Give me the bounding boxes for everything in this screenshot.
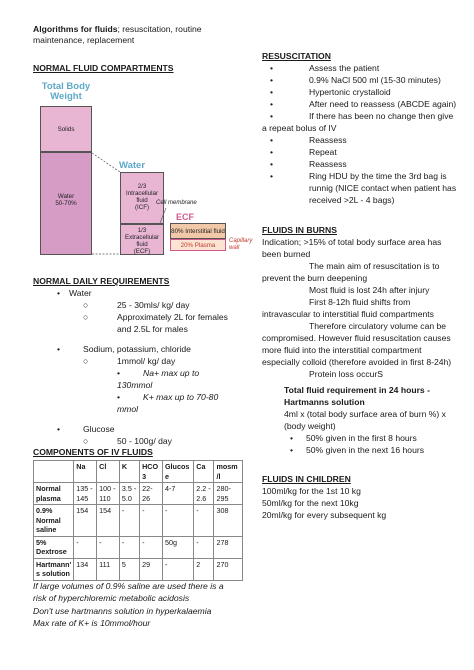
burns-line: intravascular to interstitial fluid compartments (262, 309, 434, 319)
total-formula-1: 4ml x (total body surface area of burn %) x (284, 409, 446, 419)
burns-line: compromised. However fluid resuscitation causes (262, 333, 451, 343)
table-cell: - (140, 505, 163, 537)
title-bold: Algorithms for fluids (33, 24, 118, 34)
icf-label: 2/3 Intracellular fluid (ICF) (126, 183, 158, 212)
resus-list (262, 63, 462, 195)
resus-heading: RESUSCITATION (262, 51, 331, 61)
table-header: Cl (97, 461, 120, 483)
table-row-label: 0.9% Normal saline (34, 505, 74, 537)
table-cell: 154 (97, 505, 120, 537)
table-cell: 308 (214, 505, 243, 537)
burns-line: Most fluid is lost 24h after injury (309, 285, 430, 295)
total-item: • 50% given in the next 16 hours (290, 445, 425, 455)
table-row (34, 483, 243, 505)
table-header-row (34, 461, 243, 483)
water-pct-label: Water 50-70% (55, 193, 77, 208)
total-formula-2: (body weight) (284, 421, 336, 431)
note-line: If large volumes of 0.9% saline are used there is a (33, 581, 224, 591)
table-cell: - (119, 505, 139, 537)
resus-cont: a repeat bolus of IV (262, 123, 337, 133)
table-cell: 2.2 - 2.6 (194, 483, 214, 505)
burns-line: The main aim of resuscitation is to (309, 261, 440, 271)
table-cell: 278 (214, 536, 243, 558)
children-line: 100ml/kg for the 1st 10 kg (262, 486, 361, 496)
table-cell: 29 (140, 558, 163, 580)
burns-line: Therefore circulatory volume can be (309, 321, 447, 331)
table-cell: 4-7 (162, 483, 193, 505)
table-cell: - (162, 505, 193, 537)
table-cell: - (140, 536, 163, 558)
resus-item: • 0.9% NaCl 500 ml (15-30 minutes) (270, 75, 441, 85)
table-header: Ca (194, 461, 214, 483)
note-line: Don't use hartmanns solution in hyperkalaemia (33, 605, 212, 616)
ecf-label: 1/3 Extracellular fluid (ECF) (124, 227, 160, 256)
tbw-title: Total Body Weight (41, 81, 91, 103)
ecf-box (120, 224, 164, 255)
children-heading: FLUIDS IN CHILDREN (262, 474, 351, 484)
burns-line: Indication; >15% of total body surface area has (262, 237, 442, 247)
na-k-item: • Sodium, potassium, chloride (57, 344, 191, 354)
iv-notes (33, 580, 248, 630)
resus-item: • If there has been no change then give (270, 111, 454, 121)
total-item: • 50% given in the first 8 hours (290, 433, 417, 443)
glucose-sub-1: ○ 50 - 100g/ day (83, 436, 172, 446)
na-max-item: • Na+ max up to (117, 368, 200, 378)
table-cell: 154 (74, 505, 97, 537)
title-rest: ; resuscitation, routine (117, 24, 202, 34)
table-cell: - (194, 536, 214, 558)
solids-label: Solids (57, 126, 75, 133)
resus-cont: runnig (NICE contact when patient has (309, 183, 457, 193)
table-cell: 5 (119, 558, 139, 580)
table-cell: 135 - 145 (74, 483, 97, 505)
total-title-1: Total fluid requirement in 24 hours - (284, 385, 430, 395)
burns-line: been burned (262, 249, 311, 259)
resus-item: • Repeat (270, 147, 337, 157)
document-title (33, 24, 243, 47)
table-row (34, 505, 243, 537)
water-sub-2b: and 2.5L for males (117, 324, 188, 334)
children-line: 20ml/kg for every subsequent kg (262, 510, 387, 520)
water-box (40, 152, 92, 255)
total-title-2: Hartmanns solution (284, 397, 365, 407)
children-line: 50ml/kg for the next 10kg (262, 498, 359, 508)
daily-heading: NORMAL DAILY REQUIREMENTS (33, 276, 170, 286)
table-row-label: 5% Dextrose (34, 536, 74, 558)
table-header: Na (74, 461, 97, 483)
burns-line: more fluid into the interstitial compartment (262, 345, 422, 355)
burns-line: especially colloid (therefore avoided in first 8-24h) (262, 357, 452, 367)
table-cell: 3.5 - 5.0 (119, 483, 139, 505)
resus-item: • Reassess (270, 135, 347, 145)
table-header: Glucos e (162, 461, 193, 483)
burns-heading: FLUIDS IN BURNS (262, 225, 337, 235)
glucose-item: • Glucose (57, 424, 115, 434)
components-heading: COMPONENTS OF IV FLUIDS (33, 447, 153, 457)
table-row-label: Normal plasma (34, 483, 74, 505)
table-cell: 2 (194, 558, 214, 580)
table-row (34, 558, 243, 580)
k-max-item: • K+ max up to 70-80 (117, 392, 219, 402)
title-line2: maintenance, replacement (33, 35, 135, 46)
water-sub-2: ○ Approximately 2L for females (83, 312, 228, 322)
isf-label: 80% Interstitial fluid (171, 228, 225, 235)
table-cell: - (74, 536, 97, 558)
note-line: Max rate of K+ is 10mmol/hour (33, 618, 151, 629)
table-cell: - (162, 558, 193, 580)
water-sub-1: ○ 25 - 30mls/ kg/ day (83, 300, 190, 310)
plasma-label: 20% Plasma (180, 242, 216, 249)
iv-fluids-table (33, 460, 243, 581)
burns-line: prevent the burn deepening (262, 273, 368, 283)
table-header: mosm /l (214, 461, 243, 483)
table-row (34, 536, 243, 558)
capillary-wall-label: Capillary wall (229, 238, 253, 251)
resus-item: • After need to reassess (ABCDE again) (270, 99, 457, 109)
table-cell: 111 (97, 558, 120, 580)
table-cell: 50g (162, 536, 193, 558)
water-title: Water (119, 160, 146, 171)
resus-cont: received >2L - 4 bags) (309, 195, 395, 205)
fluid-compartments-diagram (36, 81, 253, 262)
table-cell: 134 (74, 558, 97, 580)
table-cell: - (97, 536, 120, 558)
connector-lines (92, 152, 122, 256)
resus-item: • Reassess (270, 159, 347, 169)
resus-item: • Assess the patient (270, 63, 380, 73)
na-max-cont: 130mmol (117, 380, 153, 390)
table-header (34, 461, 74, 483)
table-cell: 22-26 (140, 483, 163, 505)
table-header: HCO 3 (140, 461, 163, 483)
water-item: • Water (57, 288, 92, 298)
burns-section (262, 237, 467, 367)
resus-item: • Hypertonic crystalloid (270, 87, 391, 97)
burns-line: First 8-12h fluid shifts from (309, 297, 411, 307)
isf-box (170, 223, 226, 239)
table-cell: - (119, 536, 139, 558)
k-max-cont: mmol (117, 404, 139, 414)
burns-line: Protein loss occurS (309, 369, 384, 379)
solids-box (40, 106, 92, 152)
plasma-box (170, 239, 226, 251)
normal-fluid-heading: NORMAL FLUID COMPARTMENTS (33, 63, 174, 73)
ecf-title: ECF (176, 212, 194, 222)
table-cell: 100 - 110 (97, 483, 120, 505)
table-row-label: Hartmann' s solution (34, 558, 74, 580)
table-cell: - (194, 505, 214, 537)
na-k-sub-1: ○ 1mmol/ kg/ day (83, 356, 176, 366)
note-line: risk of hyperchloremic metabolic acidosis (33, 593, 190, 604)
table-header: K (119, 461, 139, 483)
table-cell: 270 (214, 558, 243, 580)
resus-item: • Ring HDU by the time the 3rd bag is (270, 171, 447, 181)
table-cell: 280- 295 (214, 483, 243, 505)
cell-membrane-label: Cell membrane (156, 200, 197, 206)
